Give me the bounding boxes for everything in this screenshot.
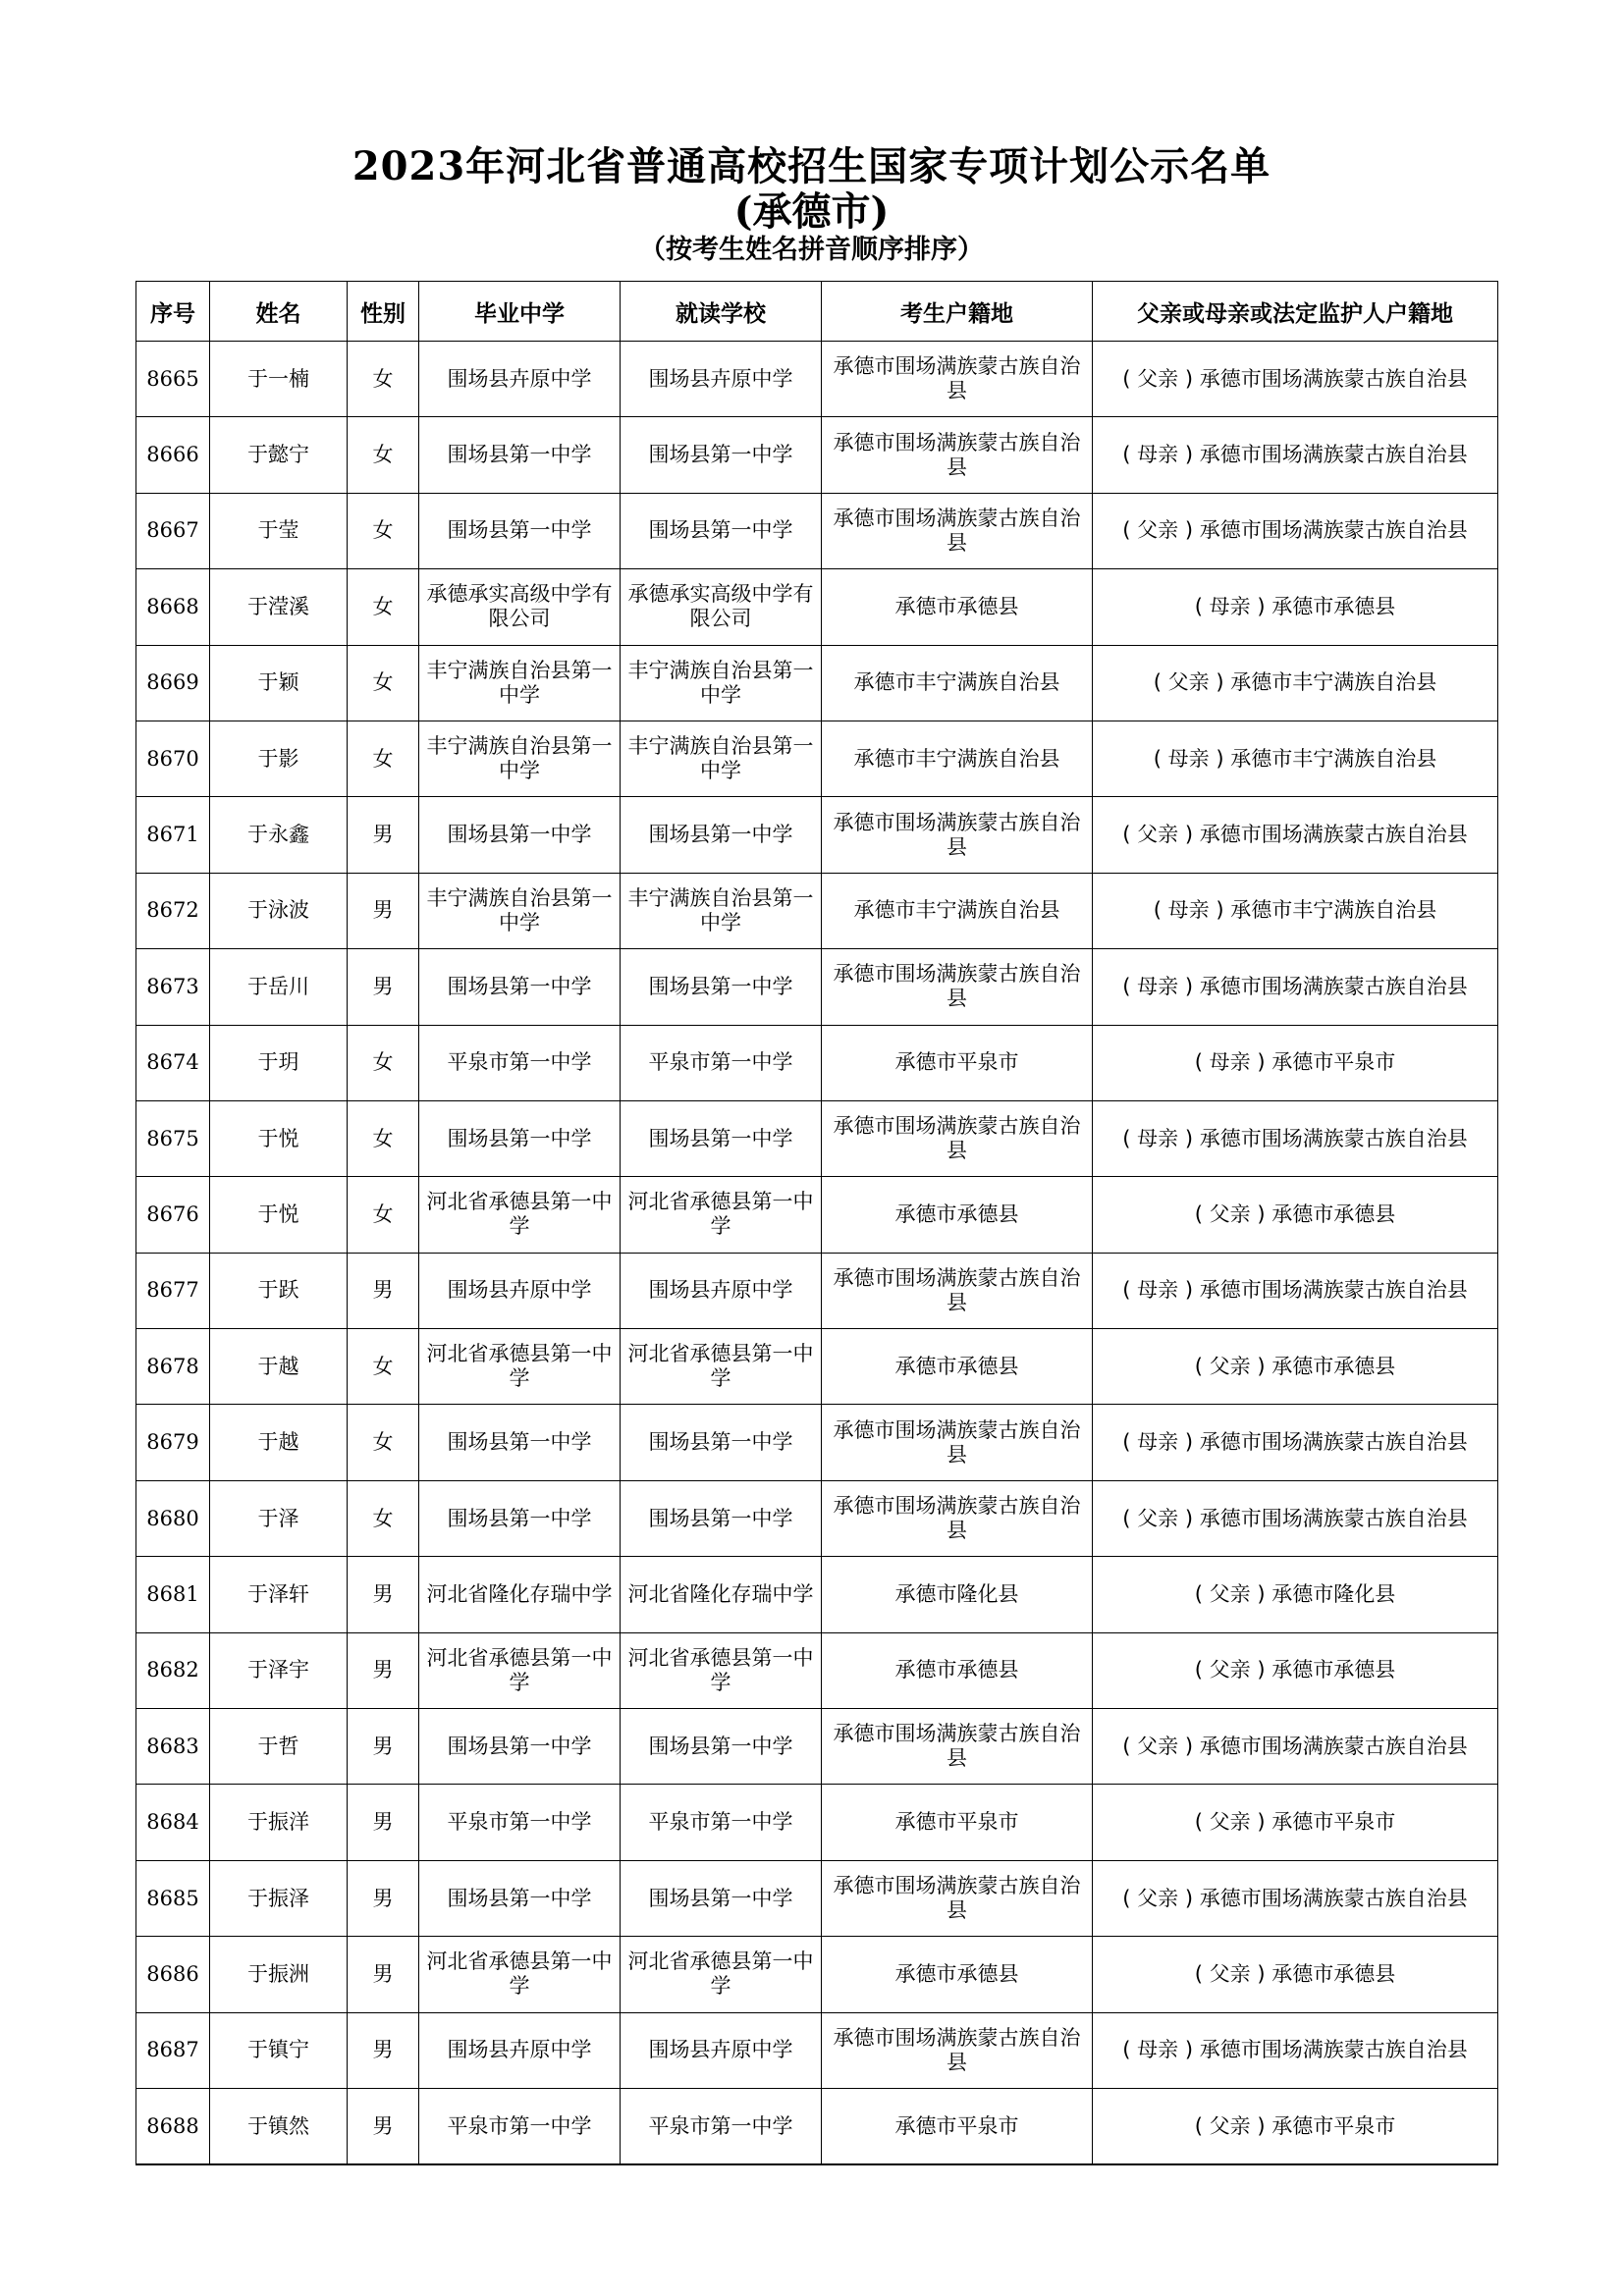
cell-gender: 女 <box>348 721 419 796</box>
cell-grad-school: 河北省承德县第一中学 <box>419 1177 621 1253</box>
cell-no: 8667 <box>136 493 210 568</box>
cell-guardian: ( 父亲 ) 承德市承德县 <box>1093 1937 1498 2012</box>
cell-name: 于振洋 <box>210 1785 348 1860</box>
cell-grad-school: 承德承实高级中学有限公司 <box>419 569 621 645</box>
table-row <box>136 1480 1498 1556</box>
column-header-hukou: 考生户籍地 <box>822 282 1093 342</box>
cell-grad-school: 围场县第一中学 <box>419 797 621 873</box>
cell-gender: 女 <box>348 1480 419 1556</box>
cell-gender: 女 <box>348 1405 419 1480</box>
cell-no: 8670 <box>136 721 210 796</box>
cell-no: 8681 <box>136 1557 210 1632</box>
cell-hukou: 承德市围场满族蒙古族自治县 <box>822 417 1093 493</box>
cell-school: 河北省承德县第一中学 <box>621 1177 822 1253</box>
cell-school: 围场县卉原中学 <box>621 342 822 417</box>
cell-name: 于颖 <box>210 645 348 721</box>
cell-guardian: ( 母亲 ) 承德市围场满族蒙古族自治县 <box>1093 417 1498 493</box>
document-subtitle: (承德市) <box>733 188 890 235</box>
cell-grad-school: 围场县第一中学 <box>419 1709 621 1785</box>
cell-grad-school: 河北省承德县第一中学 <box>419 1632 621 1708</box>
cell-hukou: 承德市丰宁满族自治县 <box>822 721 1093 796</box>
cell-school: 丰宁满族自治县第一中学 <box>621 721 822 796</box>
cell-no: 8669 <box>136 645 210 721</box>
cell-name: 于越 <box>210 1329 348 1405</box>
cell-guardian: ( 父亲 ) 承德市围场满族蒙古族自治县 <box>1093 493 1498 568</box>
cell-name: 于振泽 <box>210 1860 348 1936</box>
cell-school: 围场县第一中学 <box>621 1100 822 1176</box>
cell-school: 河北省承德县第一中学 <box>621 1937 822 2012</box>
cell-guardian: ( 父亲 ) 承德市围场满族蒙古族自治县 <box>1093 1480 1498 1556</box>
cell-name: 于永鑫 <box>210 797 348 873</box>
cell-guardian: ( 母亲 ) 承德市围场满族蒙古族自治县 <box>1093 1253 1498 1328</box>
cell-no: 8665 <box>136 342 210 417</box>
cell-hukou: 承德市承德县 <box>822 569 1093 645</box>
cell-no: 8666 <box>136 417 210 493</box>
cell-gender: 女 <box>348 342 419 417</box>
table-row <box>136 1709 1498 1785</box>
cell-school: 平泉市第一中学 <box>621 1785 822 1860</box>
cell-gender: 女 <box>348 645 419 721</box>
cell-gender: 男 <box>348 1785 419 1860</box>
table-row <box>136 1860 1498 1936</box>
cell-hukou: 承德市平泉市 <box>822 2088 1093 2164</box>
cell-hukou: 承德市平泉市 <box>822 1025 1093 1100</box>
table-row <box>136 1329 1498 1405</box>
cell-hukou: 承德市围场满族蒙古族自治县 <box>822 949 1093 1025</box>
table-row <box>136 797 1498 873</box>
table-row <box>136 569 1498 645</box>
cell-guardian: ( 父亲 ) 承德市围场满族蒙古族自治县 <box>1093 342 1498 417</box>
cell-grad-school: 丰宁满族自治县第一中学 <box>419 873 621 948</box>
cell-school: 围场县第一中学 <box>621 1860 822 1936</box>
cell-gender: 男 <box>348 1937 419 2012</box>
cell-school: 平泉市第一中学 <box>621 2088 822 2164</box>
column-header-no: 序号 <box>136 282 210 342</box>
cell-gender: 女 <box>348 1100 419 1176</box>
cell-grad-school: 围场县卉原中学 <box>419 342 621 417</box>
cell-hukou: 承德市围场满族蒙古族自治县 <box>822 1709 1093 1785</box>
cell-hukou: 承德市承德县 <box>822 1632 1093 1708</box>
cell-guardian: ( 父亲 ) 承德市平泉市 <box>1093 2088 1498 2164</box>
cell-grad-school: 平泉市第一中学 <box>419 2088 621 2164</box>
cell-name: 于镇然 <box>210 2088 348 2164</box>
cell-hukou: 承德市围场满族蒙古族自治县 <box>822 1405 1093 1480</box>
cell-guardian: ( 母亲 ) 承德市围场满族蒙古族自治县 <box>1093 2012 1498 2088</box>
cell-grad-school: 围场县卉原中学 <box>419 2012 621 2088</box>
cell-gender: 女 <box>348 1025 419 1100</box>
cell-gender: 男 <box>348 1253 419 1328</box>
cell-school: 丰宁满族自治县第一中学 <box>621 873 822 948</box>
cell-school: 围场县第一中学 <box>621 949 822 1025</box>
table-row <box>136 949 1498 1025</box>
table-header-row <box>136 282 1498 342</box>
table-row <box>136 1557 1498 1632</box>
table-row <box>136 1253 1498 1328</box>
table-row <box>136 1937 1498 2012</box>
cell-school: 丰宁满族自治县第一中学 <box>621 645 822 721</box>
cell-name: 于哲 <box>210 1709 348 1785</box>
cell-name: 于泳波 <box>210 873 348 948</box>
cell-gender: 女 <box>348 1177 419 1253</box>
cell-gender: 男 <box>348 2088 419 2164</box>
admission-list-table <box>135 281 1498 2165</box>
cell-name: 于影 <box>210 721 348 796</box>
cell-name: 于振洲 <box>210 1937 348 2012</box>
cell-guardian: ( 母亲 ) 承德市承德县 <box>1093 569 1498 645</box>
cell-no: 8683 <box>136 1709 210 1785</box>
cell-no: 8676 <box>136 1177 210 1253</box>
column-header-school: 就读学校 <box>621 282 822 342</box>
cell-school: 围场县第一中学 <box>621 797 822 873</box>
cell-grad-school: 围场县第一中学 <box>419 493 621 568</box>
cell-grad-school: 平泉市第一中学 <box>419 1785 621 1860</box>
cell-gender: 男 <box>348 949 419 1025</box>
cell-grad-school: 围场县第一中学 <box>419 1100 621 1176</box>
table-row <box>136 873 1498 948</box>
cell-hukou: 承德市围场满族蒙古族自治县 <box>822 1860 1093 1936</box>
cell-school: 围场县卉原中学 <box>621 1253 822 1328</box>
cell-school: 河北省承德县第一中学 <box>621 1632 822 1708</box>
cell-school: 河北省隆化存瑞中学 <box>621 1557 822 1632</box>
cell-grad-school: 围场县卉原中学 <box>419 1253 621 1328</box>
cell-name: 于玥 <box>210 1025 348 1100</box>
table-row <box>136 493 1498 568</box>
cell-school: 围场县第一中学 <box>621 1709 822 1785</box>
cell-no: 8688 <box>136 2088 210 2164</box>
cell-hukou: 承德市平泉市 <box>822 1785 1093 1860</box>
cell-no: 8674 <box>136 1025 210 1100</box>
cell-no: 8672 <box>136 873 210 948</box>
sort-note: （按考生姓名拼音顺序排序） <box>639 235 984 265</box>
cell-hukou: 承德市隆化县 <box>822 1557 1093 1632</box>
cell-grad-school: 围场县第一中学 <box>419 949 621 1025</box>
cell-guardian: ( 父亲 ) 承德市平泉市 <box>1093 1785 1498 1860</box>
cell-hukou: 承德市承德县 <box>822 1329 1093 1405</box>
cell-gender: 男 <box>348 1632 419 1708</box>
cell-name: 于镇宁 <box>210 2012 348 2088</box>
cell-hukou: 承德市围场满族蒙古族自治县 <box>822 1253 1093 1328</box>
table-row <box>136 1785 1498 1860</box>
cell-school: 河北省承德县第一中学 <box>621 1329 822 1405</box>
cell-name: 于滢溪 <box>210 569 348 645</box>
cell-name: 于懿宁 <box>210 417 348 493</box>
cell-guardian: ( 父亲 ) 承德市隆化县 <box>1093 1557 1498 1632</box>
cell-guardian: ( 母亲 ) 承德市丰宁满族自治县 <box>1093 873 1498 948</box>
table-row <box>136 417 1498 493</box>
cell-hukou: 承德市围场满族蒙古族自治县 <box>822 342 1093 417</box>
cell-school: 平泉市第一中学 <box>621 1025 822 1100</box>
table-row <box>136 721 1498 796</box>
cell-gender: 男 <box>348 873 419 948</box>
cell-hukou: 承德市丰宁满族自治县 <box>822 873 1093 948</box>
cell-name: 于泽轩 <box>210 1557 348 1632</box>
cell-no: 8677 <box>136 1253 210 1328</box>
cell-no: 8686 <box>136 1937 210 2012</box>
cell-grad-school: 河北省承德县第一中学 <box>419 1937 621 2012</box>
column-header-gender: 性别 <box>348 282 419 342</box>
cell-gender: 男 <box>348 1709 419 1785</box>
cell-hukou: 承德市承德县 <box>822 1937 1093 2012</box>
cell-guardian: ( 母亲 ) 承德市平泉市 <box>1093 1025 1498 1100</box>
cell-gender: 男 <box>348 797 419 873</box>
table-row <box>136 2012 1498 2088</box>
cell-guardian: ( 父亲 ) 承德市承德县 <box>1093 1329 1498 1405</box>
cell-name: 于莹 <box>210 493 348 568</box>
cell-hukou: 承德市围场满族蒙古族自治县 <box>822 493 1093 568</box>
cell-no: 8675 <box>136 1100 210 1176</box>
cell-guardian: ( 父亲 ) 承德市围场满族蒙古族自治县 <box>1093 797 1498 873</box>
cell-grad-school: 围场县第一中学 <box>419 1860 621 1936</box>
cell-guardian: ( 父亲 ) 承德市围场满族蒙古族自治县 <box>1093 1860 1498 1936</box>
column-header-name: 姓名 <box>210 282 348 342</box>
cell-no: 8678 <box>136 1329 210 1405</box>
cell-guardian: ( 母亲 ) 承德市围场满族蒙古族自治县 <box>1093 1405 1498 1480</box>
cell-name: 于一楠 <box>210 342 348 417</box>
cell-gender: 男 <box>348 1557 419 1632</box>
cell-no: 8687 <box>136 2012 210 2088</box>
cell-grad-school: 丰宁满族自治县第一中学 <box>419 645 621 721</box>
table-row <box>136 645 1498 721</box>
cell-gender: 女 <box>348 493 419 568</box>
table-row <box>136 1025 1498 1100</box>
cell-gender: 男 <box>348 1860 419 1936</box>
cell-name: 于悦 <box>210 1177 348 1253</box>
cell-no: 8671 <box>136 797 210 873</box>
cell-guardian: ( 父亲 ) 承德市承德县 <box>1093 1177 1498 1253</box>
cell-school: 围场县第一中学 <box>621 1480 822 1556</box>
cell-no: 8680 <box>136 1480 210 1556</box>
cell-hukou: 承德市围场满族蒙古族自治县 <box>822 797 1093 873</box>
cell-school: 承德承实高级中学有限公司 <box>621 569 822 645</box>
cell-no: 8684 <box>136 1785 210 1860</box>
cell-guardian: ( 母亲 ) 承德市围场满族蒙古族自治县 <box>1093 1100 1498 1176</box>
cell-no: 8679 <box>136 1405 210 1480</box>
column-header-guardian: 父亲或母亲或法定监护人户籍地 <box>1093 282 1498 342</box>
cell-school: 围场县第一中学 <box>621 1405 822 1480</box>
cell-grad-school: 围场县第一中学 <box>419 1480 621 1556</box>
cell-school: 围场县第一中学 <box>621 493 822 568</box>
cell-grad-school: 平泉市第一中学 <box>419 1025 621 1100</box>
cell-gender: 男 <box>348 2012 419 2088</box>
cell-hukou: 承德市围场满族蒙古族自治县 <box>822 2012 1093 2088</box>
cell-no: 8685 <box>136 1860 210 1936</box>
cell-grad-school: 围场县第一中学 <box>419 417 621 493</box>
cell-name: 于泽宇 <box>210 1632 348 1708</box>
cell-guardian: ( 父亲 ) 承德市丰宁满族自治县 <box>1093 645 1498 721</box>
column-header-grad-school: 毕业中学 <box>419 282 621 342</box>
table-row <box>136 1177 1498 1253</box>
cell-school: 围场县第一中学 <box>621 417 822 493</box>
cell-hukou: 承德市围场满族蒙古族自治县 <box>822 1480 1093 1556</box>
table-row <box>136 1405 1498 1480</box>
cell-hukou: 承德市丰宁满族自治县 <box>822 645 1093 721</box>
cell-no: 8673 <box>136 949 210 1025</box>
cell-school: 围场县卉原中学 <box>621 2012 822 2088</box>
table-row <box>136 2088 1498 2164</box>
cell-grad-school: 丰宁满族自治县第一中学 <box>419 721 621 796</box>
document-title: 2023年河北省普通高校招生国家专项计划公示名单 <box>352 143 1271 189</box>
cell-name: 于泽 <box>210 1480 348 1556</box>
table-row <box>136 342 1498 417</box>
cell-name: 于跃 <box>210 1253 348 1328</box>
cell-name: 于越 <box>210 1405 348 1480</box>
cell-hukou: 承德市围场满族蒙古族自治县 <box>822 1100 1093 1176</box>
cell-no: 8668 <box>136 569 210 645</box>
cell-guardian: ( 父亲 ) 承德市围场满族蒙古族自治县 <box>1093 1709 1498 1785</box>
cell-grad-school: 围场县第一中学 <box>419 1405 621 1480</box>
cell-gender: 女 <box>348 417 419 493</box>
cell-gender: 女 <box>348 1329 419 1405</box>
cell-guardian: ( 母亲 ) 承德市围场满族蒙古族自治县 <box>1093 949 1498 1025</box>
cell-grad-school: 河北省隆化存瑞中学 <box>419 1557 621 1632</box>
cell-guardian: ( 父亲 ) 承德市承德县 <box>1093 1632 1498 1708</box>
cell-grad-school: 河北省承德县第一中学 <box>419 1329 621 1405</box>
cell-name: 于悦 <box>210 1100 348 1176</box>
cell-name: 于岳川 <box>210 949 348 1025</box>
cell-hukou: 承德市承德县 <box>822 1177 1093 1253</box>
cell-gender: 女 <box>348 569 419 645</box>
table-row <box>136 1100 1498 1176</box>
cell-no: 8682 <box>136 1632 210 1708</box>
cell-guardian: ( 母亲 ) 承德市丰宁满族自治县 <box>1093 721 1498 796</box>
table-row <box>136 1632 1498 1708</box>
